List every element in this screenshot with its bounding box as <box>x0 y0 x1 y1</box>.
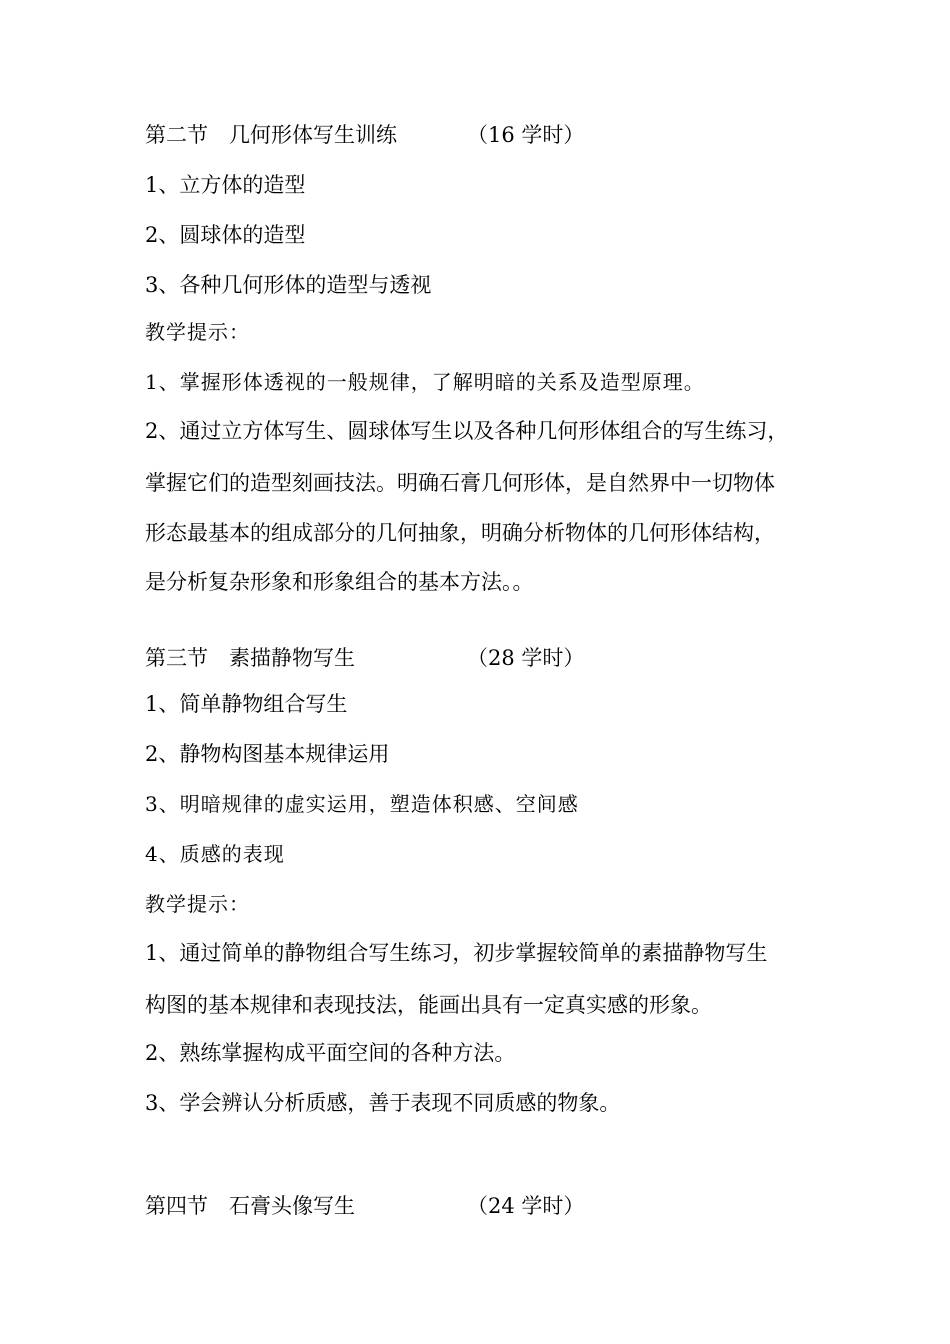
section-title: 第四节 石膏头像写生 <box>145 1194 355 1218</box>
hint-paragraph: 掌握它们的造型刻画技法。明确石膏几何形体，是自然界中一切物体 <box>145 471 775 495</box>
list-item: 1、简单静物组合写生 <box>145 692 348 716</box>
section-heading <box>145 1192 585 1220</box>
teaching-hint-label: 教学提示： <box>145 320 250 344</box>
hint-paragraph: 1、通过简单的静物组合写生练习，初步掌握较简单的素描静物写生 <box>145 941 768 965</box>
section-heading <box>145 644 585 672</box>
section-heading <box>145 121 585 149</box>
section-title: 第三节 素描静物写生 <box>145 646 355 670</box>
list-item: 4、质感的表现 <box>145 842 285 866</box>
hint-paragraph: 形态最基本的组成部分的几何抽象，明确分析物体的几何形体结构， <box>145 521 775 545</box>
hint-paragraph: 是分析复杂形象和形象组合的基本方法。。 <box>145 570 534 594</box>
section-hours: （28 学时） <box>467 646 585 670</box>
hint-paragraph: 构图的基本规律和表现技法，能画出具有一定真实感的形象。 <box>145 993 712 1017</box>
section-title: 第二节 几何形体写生训练 <box>145 123 397 147</box>
list-item: 3、明暗规律的虚实运用，塑造体积感、空间感 <box>145 792 579 816</box>
teaching-hint-label: 教学提示： <box>145 892 250 916</box>
hint-paragraph: 1、掌握形体透视的一般规律，了解明暗的关系及造型原理。 <box>145 370 705 394</box>
list-item: 1、立方体的造型 <box>145 173 306 197</box>
section-hours: （16 学时） <box>467 123 585 147</box>
hint-paragraph: 2、通过立方体写生、圆球体写生以及各种几何形体组合的写生练习， <box>145 419 789 443</box>
section-hours: （24 学时） <box>467 1194 585 1218</box>
list-item: 2、圆球体的造型 <box>145 223 306 247</box>
hint-paragraph: 2、熟练掌握构成平面空间的各种方法。 <box>145 1041 516 1065</box>
list-item: 3、各种几何形体的造型与透视 <box>145 273 432 297</box>
list-item: 2、静物构图基本规律运用 <box>145 742 390 766</box>
hint-paragraph: 3、学会辨认分析质感，善于表现不同质感的物象。 <box>145 1091 621 1115</box>
